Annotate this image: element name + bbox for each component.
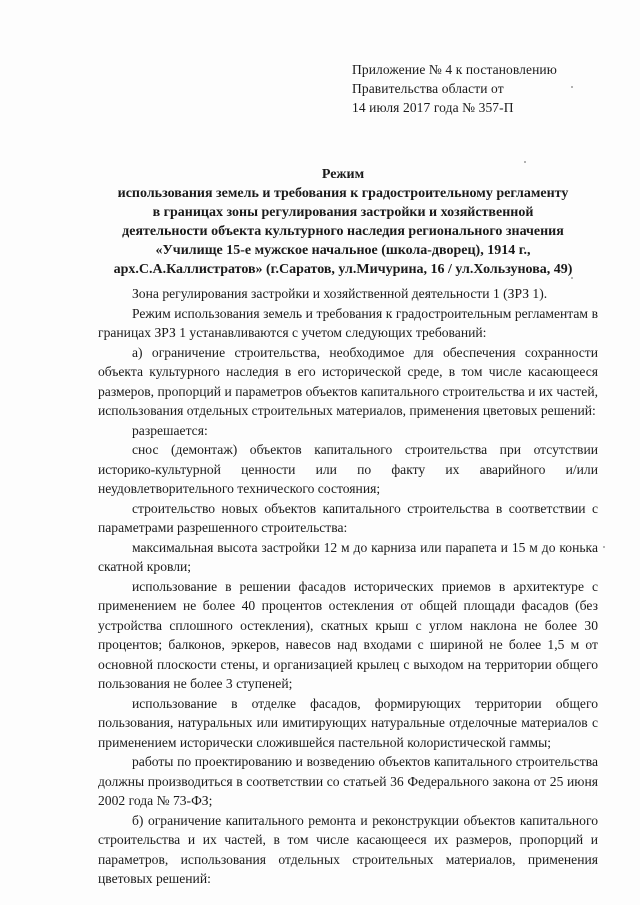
paragraph: Режим использования земель и требования к градостроительным регламентам в границах ЗРЗ 1 устанавливаются с учетом следующих требований:	[98, 305, 598, 340]
title-line: в границах зоны регулирования застройки и хозяйственной	[152, 205, 534, 220]
title-line: использования земель и требования к градостроительному регламенту	[117, 186, 569, 201]
scan-speck	[571, 86, 573, 88]
paragraph: максимальная высота застройки 12 м до карниза или парапета и 15 м до конька скатной кровли;	[98, 539, 598, 574]
paragraph: использование в решении фасадов исторических приемов в архитектуре с применением не более 40 процентов остекления от общей площади фасадов (без устройства сплошного остекления), скатных крыш с углом наклона не более 30 процентов; балконов, эркеров, навесов над входами с шириной не более 1,5 м от основной плоскости стены, и организацией крылец с выходом на территории общего пользования не более 3 ступеней;	[98, 578, 598, 691]
annex-line: Приложение № 4 к постановлению	[352, 62, 557, 77]
paragraph: строительство новых объектов капитального строительства в соответствии с параметрами разрешенного строительства:	[98, 500, 598, 535]
document-body	[98, 284, 598, 889]
title-line: арх.С.А.Каллистратов» (г.Саратов, ул.Мичурина, 16 / ул.Хользунова, 49)	[113, 262, 573, 277]
scan-speck	[603, 546, 605, 548]
annex-line: Правительства области от	[352, 81, 504, 96]
annex-header	[352, 60, 557, 117]
paragraph-item-b: б) ограничение капитального ремонта и реконструкции объектов капитального строительства и их частей, в том числе касающееся их размеров, пропорций и параметров, использования отдельных строительных материалов, применения цветовых решений:	[98, 812, 598, 886]
title-line: «Училище 15-е мужское начальное (школа-дворец), 1914 г.,	[155, 243, 531, 258]
paragraph-zone: Зона регулирования застройки и хозяйственной деятельности 1 (ЗРЗ 1).	[132, 286, 548, 301]
paragraph: работы по проектированию и возведению объектов капитального строительства должны производиться в соответствии со статьей 36 Федерального закона от 25 июня 2002 года № 73-ФЗ;	[98, 754, 598, 808]
scan-speck	[524, 161, 526, 163]
paragraph: разрешается:	[132, 422, 208, 438]
paragraph: использование в отделке фасадов, формирующих территории общего пользования, натуральных или имитирующих натуральные отделочные материалов с применением исторически сложившейся пастельной колористической гаммы;	[98, 695, 598, 750]
title-line: Режим	[321, 167, 365, 182]
scan-speck	[571, 277, 573, 279]
paragraph-item-a: а) ограничение строительства, необходимое для обеспечения сохранности объекта культурного наследия в его исторической среде, в том числе касающееся размеров, пропорций и параметров объектов капитального строительства и их частей, использования отдельных строительных материалов, применения цветовых решений:	[98, 344, 598, 418]
paragraph: снос (демонтаж) объектов капитального строительства при отсутствии историко-культурной ценности или по факту их аварийного и/или неудовлетворительного технического состояния;	[98, 442, 598, 496]
title-line: деятельности объекта культурного наследия регионального значения	[122, 224, 564, 239]
annex-line: 14 июля 2017 года № 357-П	[352, 100, 514, 115]
document-title	[88, 165, 598, 279]
